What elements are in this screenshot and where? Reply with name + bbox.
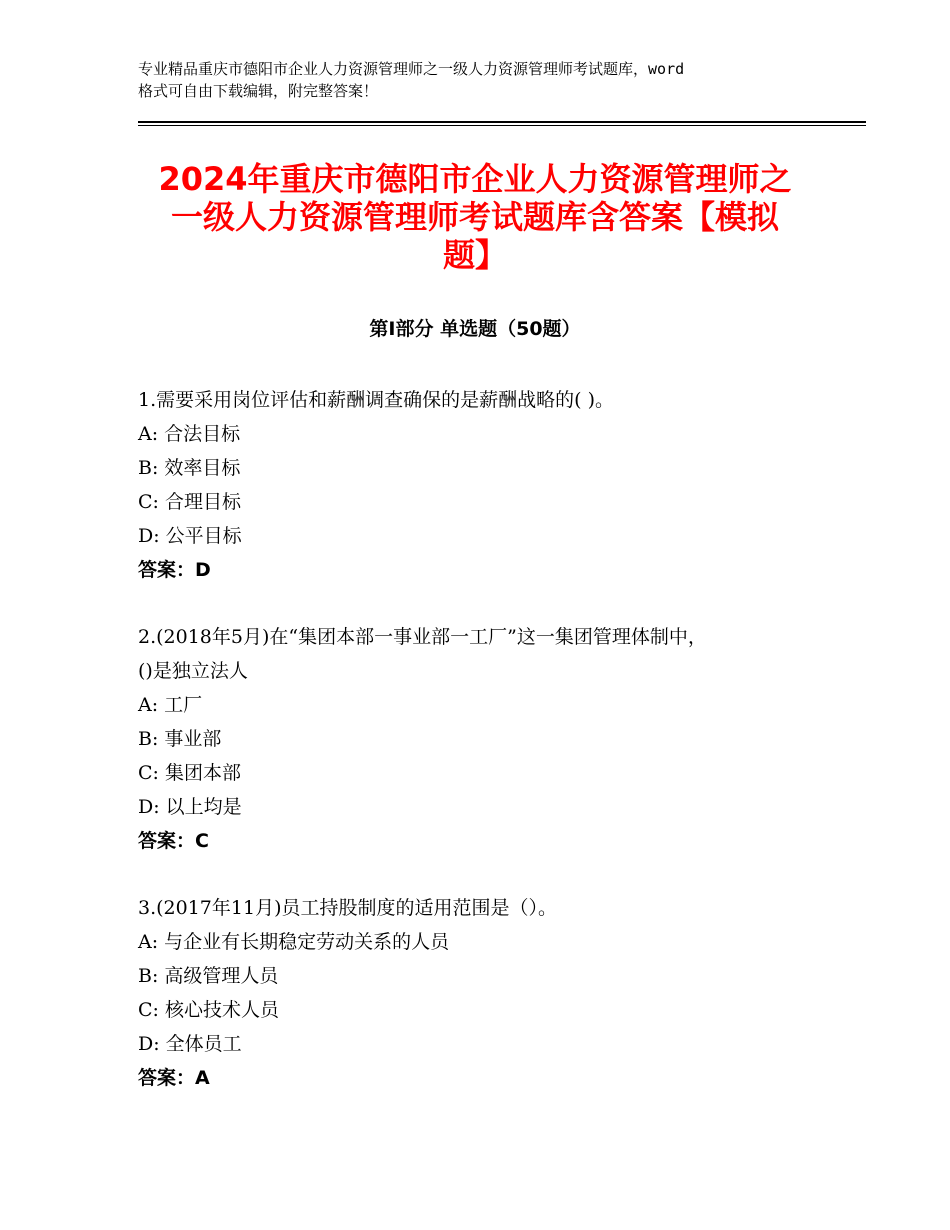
option-a: A: 工厂 (138, 694, 203, 716)
option-c: C: 集团本部 (138, 762, 241, 784)
question-3 (138, 891, 838, 1095)
option-d: D: 全体员工 (138, 1033, 242, 1055)
document-title-line-2: 一级人力资源管理师考试题库含答案【模拟 (170, 198, 779, 236)
option-c: C: 核心技术人员 (138, 999, 279, 1021)
header-note (138, 58, 828, 102)
option-a: A: 合法目标 (138, 423, 241, 445)
question-2 (138, 620, 838, 858)
answer-label: 答案：D (138, 559, 211, 581)
answer-label: 答案：A (138, 1067, 210, 1089)
option-d: D: 以上均是 (138, 796, 242, 818)
option-b: B: 效率目标 (138, 457, 241, 479)
option-b: B: 高级管理人员 (138, 965, 279, 987)
question-stem: 3.(2017年11月)员工持股制度的适用范围是（）。 (138, 897, 557, 919)
question-stem-continued: ()是独立法人 (138, 660, 248, 682)
option-a: A: 与企业有长期稳定劳动关系的人员 (138, 931, 450, 953)
section-title: 第Ⅰ部分 单选题（50题） (369, 318, 581, 340)
header-divider-thin (138, 125, 866, 126)
question-list (138, 383, 838, 1128)
document-title-line-3: 题】 (442, 236, 507, 274)
question-stem: 1.需要采用岗位评估和薪酬调查确保的是薪酬战略的( )。 (138, 389, 614, 411)
option-d: D: 公平目标 (138, 525, 242, 547)
document-title (138, 160, 812, 274)
document-title-line-1: 2024年重庆市德阳市企业人力资源管理师之 (158, 160, 792, 198)
header-note-line-1: 专业精品重庆市德阳市企业人力资源管理师之一级人力资源管理师考试题库，word (138, 60, 685, 78)
header-note-line-2: 格式可自由下载编辑，附完整答案！ (138, 82, 379, 100)
option-c: C: 合理目标 (138, 491, 241, 513)
option-b: B: 事业部 (138, 728, 222, 750)
question-stem: 2.(2018年5月)在“集团本部一事业部一工厂”这一集团管理体制中， (138, 626, 707, 648)
question-1 (138, 383, 838, 587)
answer-label: 答案：C (138, 830, 209, 852)
header-divider-thick (138, 121, 866, 123)
